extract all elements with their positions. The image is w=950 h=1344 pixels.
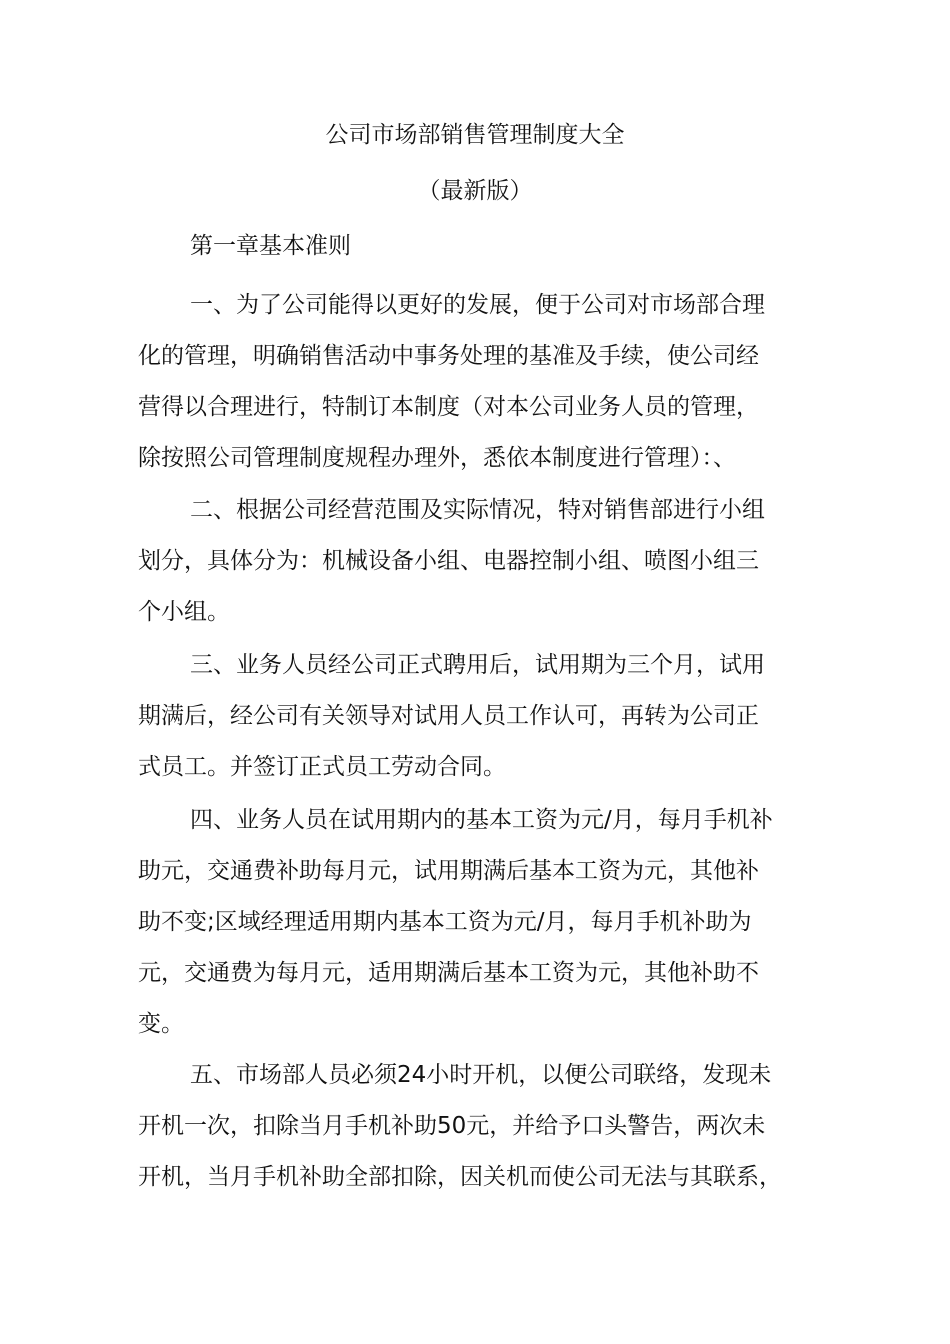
paragraph-line: 三、业务人员经公司正式聘用后，试用期为三个月，试用: [190, 652, 765, 678]
paragraph-line: 变。: [138, 1011, 184, 1037]
paragraph-line: 化的管理，明确销售活动中事务处理的基准及手续，使公司经: [138, 343, 759, 369]
paragraph-line: 开机，当月手机补助全部扣除，因关机而使公司无法与其联系，: [138, 1164, 782, 1190]
document-title: 公司市场部销售管理制度大全: [325, 122, 625, 148]
document-subtitle: （最新版）: [417, 178, 533, 204]
paragraph-line: 五、市场部人员必须24小时开机，以便公司联络，发现未: [190, 1062, 772, 1088]
paragraph-line: 划分，具体分为：机械设备小组、电器控制小组、喷图小组三: [138, 548, 759, 574]
paragraph-2: [138, 485, 818, 638]
paragraph-line: 二、根据公司经营范围及实际情况，特对销售部进行小组: [190, 497, 765, 523]
paragraph-line: 开机一次，扣除当月手机补助50元，并给予口头警告，两次未: [138, 1113, 766, 1139]
paragraph-5: [138, 1050, 818, 1203]
paragraph-line: 四、业务人员在试用期内的基本工资为元/月，每月手机补: [190, 807, 773, 833]
paragraph-line: 一、为了公司能得以更好的发展，便于公司对市场部合理: [190, 292, 765, 318]
paragraph-3: [138, 640, 818, 793]
paragraph-line: 助不变;区域经理适用期内基本工资为元/月，每月手机补助为: [138, 909, 752, 935]
paragraph-1: [138, 280, 818, 484]
paragraph-line: 式员工。并签订正式员工劳动合同。: [138, 754, 506, 780]
paragraph-line: 个小组。: [138, 599, 230, 625]
chapter-heading: 第一章基本准则: [190, 233, 351, 259]
paragraph-4: [138, 795, 818, 1050]
paragraph-line: 除按照公司管理制度规程办理外，悉依本制度进行管理）：、: [138, 445, 736, 471]
paragraph-line: 期满后，经公司有关领导对试用人员工作认可，再转为公司正: [138, 703, 759, 729]
paragraph-line: 元，交通费为每月元，适用期满后基本工资为元，其他补助不: [138, 960, 759, 986]
paragraph-line: 助元，交通费补助每月元，试用期满后基本工资为元，其他补: [138, 858, 759, 884]
paragraph-line: 营得以合理进行，特制订本制度（对本公司业务人员的管理，: [138, 394, 759, 420]
